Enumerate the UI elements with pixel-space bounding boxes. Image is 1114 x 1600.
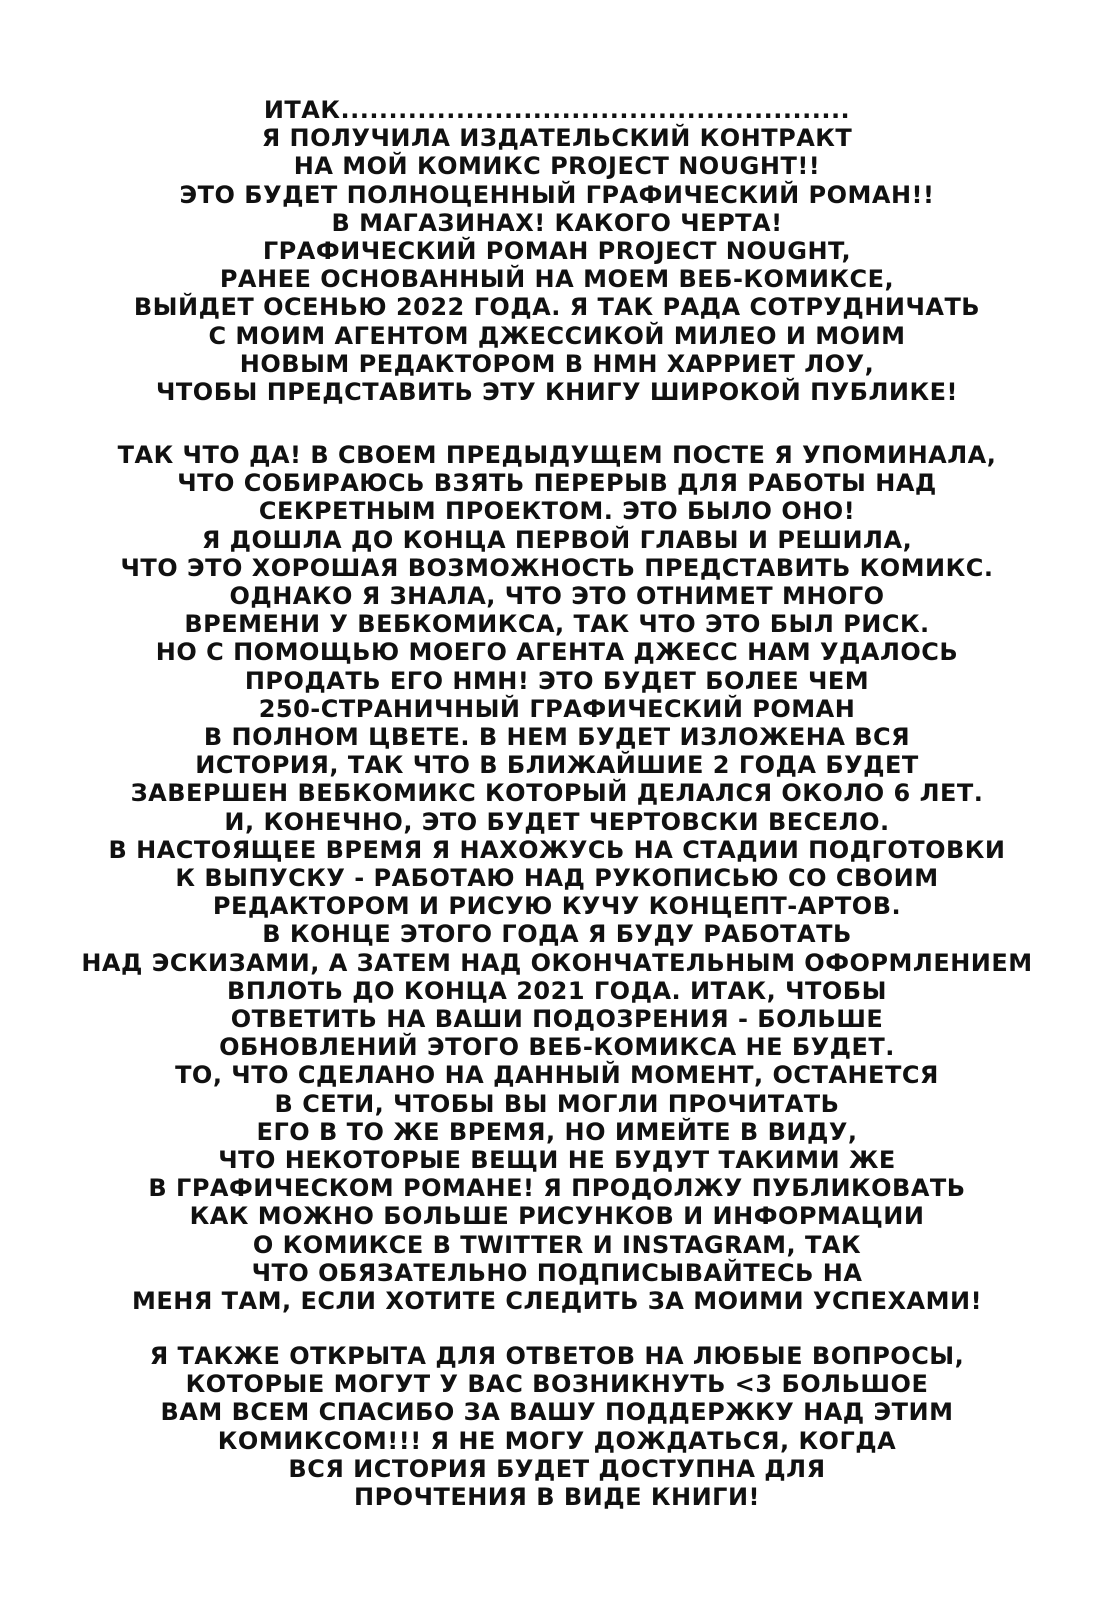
text-line: ВРЕМЕНИ У ВЕБКОМИКСА, ТАК ЧТО ЭТО БЫЛ РИСК.: [184, 610, 930, 639]
text-line: ИТАК.....................................................: [263, 96, 851, 124]
text-line: Я ДОШЛА ДО КОНЦА ПЕРВОЙ ГЛАВЫ И РЕШИЛА,: [201, 525, 913, 554]
text-line: КАК МОЖНО БОЛЬШЕ РИСУНКОВ И ИНФОРМАЦИИ: [189, 1202, 925, 1231]
text-line: ВЫЙДЕТ ОСЕНЬЮ 2022 ГОДА. Я ТАК РАДА СОТРУДНИЧАТЬ: [133, 293, 981, 322]
text-line: ВСЯ ИСТОРИЯ БУДЕТ ДОСТУПНА ДЛЯ: [288, 1454, 826, 1483]
text-line: ЭТО БУДЕТ ПОЛНОЦЕННЫЙ ГРАФИЧЕСКИЙ РОМАН!!: [179, 180, 935, 209]
text-line: ОДНАКО Я ЗНАЛА, ЧТО ЭТО ОТНИМЕТ МНОГО: [229, 582, 885, 611]
text-line: ПРОЧТЕНИЯ В ВИДЕ КНИГИ!: [353, 1483, 760, 1512]
paragraph-announcement: [40, 96, 1074, 406]
text-line: ТО, ЧТО СДЕЛАНО НА ДАННЫЙ МОМЕНТ, ОСТАНЕТСЯ: [175, 1061, 939, 1090]
text-line: ЗАВЕРШЕН ВЕБКОМИКС КОТОРЫЙ ДЕЛАЛСЯ ОКОЛО 6 ЛЕТ.: [130, 779, 984, 808]
text-line: ГРАФИЧЕСКИЙ РОМАН PROJECT NOUGHT,: [262, 237, 852, 266]
text-line: В ГРАФИЧЕСКОМ РОМАНЕ! Я ПРОДОЛЖУ ПУБЛИКОВАТЬ: [148, 1174, 966, 1203]
text-line: КОМИКСОМ!!! Я НЕ МОГУ ДОЖДАТЬСЯ, КОГДА: [217, 1426, 897, 1455]
text-line: О КОМИКСЕ В TWITTER И INSTAGRAM, ТАК: [252, 1230, 862, 1259]
text-line: КОТОРЫЕ МОГУТ У ВАС ВОЗНИКНУТЬ <3 БОЛЬШОЕ: [185, 1370, 929, 1399]
text-line: ЧТО ЭТО ХОРОШАЯ ВОЗМОЖНОСТЬ ПРЕДСТАВИТЬ КОМИКС.: [120, 553, 994, 582]
text-line: РЕДАКТОРОМ И РИСУЮ КУЧУ КОНЦЕПТ-АРТОВ.: [212, 892, 902, 921]
text-line: ОБНОВЛЕНИЙ ЭТОГО ВЕБ-КОМИКСА НЕ БУДЕТ.: [219, 1033, 895, 1062]
text-line: ТАК ЧТО ДА! В СВОЕМ ПРЕДЫДУЩЕМ ПОСТЕ Я УПОМИНАЛА,: [117, 441, 997, 469]
text-line: К ВЫПУСКУ - РАБОТАЮ НАД РУКОПИСЬЮ СО СВОИМ: [175, 864, 939, 893]
text-line: НА МОЙ КОМИКС PROJECT NOUGHT!!: [293, 152, 821, 181]
text-line: В СЕТИ, ЧТОБЫ ВЫ МОГЛИ ПРОЧИТАТЬ: [274, 1089, 840, 1118]
text-line: РАНЕЕ ОСНОВАННЫЙ НА МОЕМ ВЕБ-КОМИКСЕ,: [219, 265, 895, 294]
text-line: ПРОДАТЬ ЕГО HMH! ЭТО БУДЕТ БОЛЕЕ ЧЕМ: [244, 666, 870, 695]
text-line: ВАМ ВСЕМ СПАСИБО ЗА ВАШУ ПОДДЕРЖКУ НАД ЭТИМ: [160, 1398, 954, 1427]
text-line: Я ТАКЖЕ ОТКРЫТА ДЛЯ ОТВЕТОВ НА ЛЮБЫЕ ВОПРОСЫ,: [149, 1342, 965, 1370]
text-line: ЧТО СОБИРАЮСЬ ВЗЯТЬ ПЕРЕРЫВ ДЛЯ РАБОТЫ НАД: [177, 469, 937, 498]
text-line: НОВЫМ РЕДАКТОРОМ В HMH ХАРРИЕТ ЛОУ,: [239, 349, 875, 378]
paragraph-thanks: [40, 1342, 1074, 1511]
text-line: ЧТО ОБЯЗАТЕЛЬНО ПОДПИСЫВАЙТЕСЬ НА: [251, 1258, 863, 1287]
text-line: НО С ПОМОЩЬЮ МОЕГО АГЕНТА ДЖЕСС НАМ УДАЛОСЬ: [155, 638, 959, 667]
text-line: В МАГАЗИНАХ! КАКОГО ЧЕРТА!: [331, 208, 783, 237]
text-line: В ПОЛНОМ ЦВЕТЕ. В НЕМ БУДЕТ ИЗЛОЖЕНА ВСЯ: [203, 723, 911, 752]
text-line: В КОНЦЕ ЭТОГО ГОДА Я БУДУ РАБОТАТЬ: [262, 920, 852, 949]
text-line: ЕГО В ТО ЖЕ ВРЕМЯ, НО ИМЕЙТЕ В ВИДУ,: [256, 1117, 858, 1146]
text-line: Я ПОЛУЧИЛА ИЗДАТЕЛЬСКИЙ КОНТРАКТ: [261, 124, 853, 153]
text-line: МЕНЯ ТАМ, ЕСЛИ ХОТИТЕ СЛЕДИТЬ ЗА МОИМИ УСПЕХАМИ!: [131, 1287, 983, 1316]
text-line: 250-СТРАНИЧНЫЙ ГРАФИЧЕСКИЙ РОМАН: [258, 694, 856, 723]
text-line: СЕКРЕТНЫМ ПРОЕКТОМ. ЭТО БЫЛО ОНО!: [258, 497, 856, 526]
text-line: С МОИМ АГЕНТОМ ДЖЕССИКОЙ МИЛЕО И МОИМ: [208, 321, 906, 350]
text-line: ЧТО НЕКОТОРЫЕ ВЕЩИ НЕ БУДУТ ТАКИМИ ЖЕ: [218, 1146, 896, 1175]
text-line: И, КОНЕЧНО, ЭТО БУДЕТ ЧЕРТОВСКИ ВЕСЕЛО.: [224, 807, 890, 836]
text-line: ОТВЕТИТЬ НА ВАШИ ПОДОЗРЕНИЯ - БОЛЬШЕ: [230, 1005, 884, 1034]
text-line: В НАСТОЯЩЕЕ ВРЕМЯ Я НАХОЖУСЬ НА СТАДИИ ПОДГОТОВКИ: [108, 835, 1006, 864]
text-line: ЧТОБЫ ПРЕДСТАВИТЬ ЭТУ КНИГУ ШИРОКОЙ ПУБЛИКЕ!: [156, 378, 958, 407]
text-line: ВПЛОТЬ ДО КОНЦА 2021 ГОДА. ИТАК, ЧТОБЫ: [227, 976, 887, 1005]
text-line: ИСТОРИЯ, ТАК ЧТО В БЛИЖАЙШИЕ 2 ГОДА БУДЕТ: [195, 751, 919, 780]
paragraph-details: [40, 441, 1074, 1315]
text-line: НАД ЭСКИЗАМИ, А ЗАТЕМ НАД ОКОНЧАТЕЛЬНЫМ ОФОРМЛЕНИЕМ: [81, 948, 1033, 977]
